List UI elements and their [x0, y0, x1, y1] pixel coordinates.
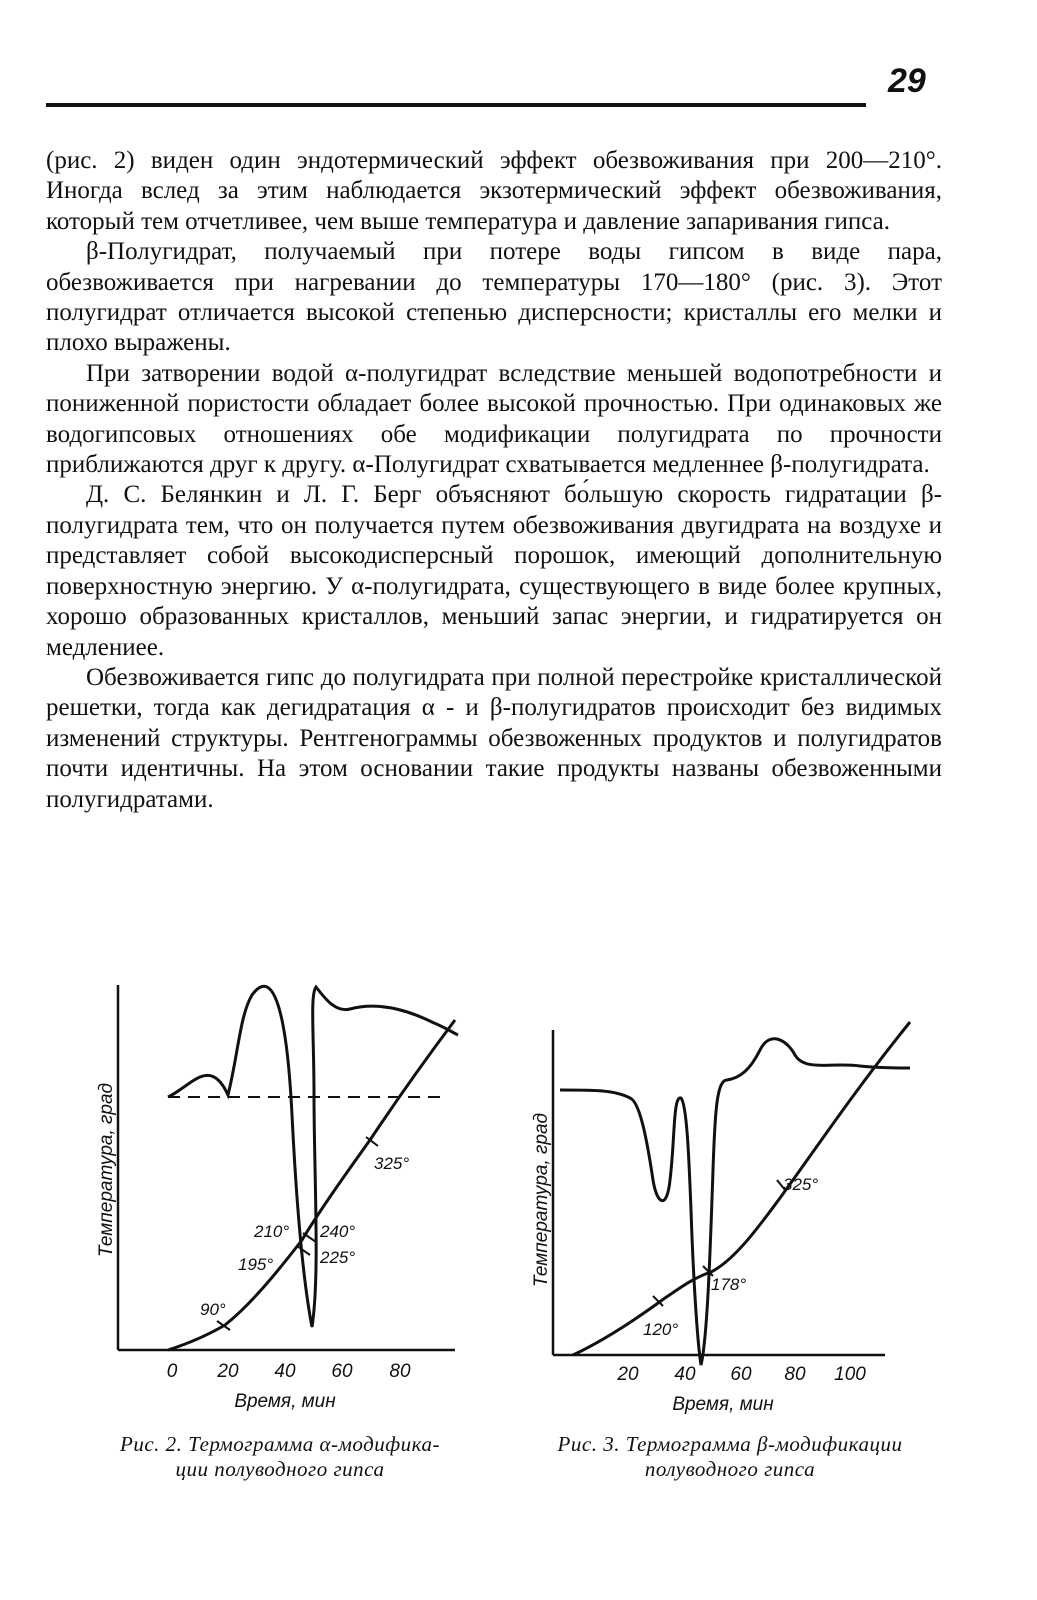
paragraph-4: Д. С. Белянкин и Л. Г. Берг объясняют бо́льшую скорость гидратации β-полугидрата тем, что он получается путем обезвоживания двугидрата на воздухе и представляет собой высокодисперсный порошок, имеющий дополнительную поверхностную энергию. У α-полугидрата, существующего в виде более крупных, хорошо образованных кристаллов, меньший запас энергии, и гидратируется он медлениее.: [46, 481, 942, 661]
fig2-label-210: 210°: [254, 1222, 290, 1241]
fig2-dta-curve: [168, 986, 458, 1327]
figure-2-caption-line-1: Рис. 2. Термограмма α-модифика-: [120, 1432, 440, 1456]
fig2-ylabel: Температура, град: [96, 1082, 117, 1258]
fig2-label-325: 325°: [374, 1154, 410, 1173]
fig3-xtick-40: 40: [674, 1364, 696, 1385]
fig2-xtick-40: 40: [274, 1361, 296, 1382]
fig3-xtick-100: 100: [834, 1364, 866, 1385]
fig2-label-195: 195°: [238, 1255, 274, 1274]
fig2-xtick-60: 60: [331, 1361, 353, 1382]
fig2-xtick-20: 20: [217, 1361, 239, 1382]
fig3-xtick-80: 80: [784, 1364, 806, 1385]
paragraph-2: β-Полугидрат, получаемый при потере воды гипсом в виде пара, обезвоживается при нагревании до температуры 170—180° (рис. 3). Этот полугидрат отличается высокой степенью дисперсности; кристаллы его мелки и плохо выражены.: [46, 238, 942, 357]
paragraph-3: При затворении водой α-полугидрат вследствие меньшей водопотребности и пониженной пористости обладает более высокой прочностью. При одинаковых же водогипсовых отношениях обе модификации полугидрата по прочности приближаются друг к другу. α-Полугидрат схватывается медленнее β-полугидрата.: [46, 359, 942, 479]
figure-3-caption-line-2: полуводного гипса: [644, 1457, 816, 1481]
fig2-xlabel: Время, мин: [234, 1391, 336, 1412]
paragraph-5: Обезвоживается гипс до полугидрата при полной перестройке кристаллической решетки, тогда как дегидратация α - и β-полугидратов происходит без видимых изменений структуры. Рентгенограммы обезвоженных продуктов и полугидратов почти идентичны. На этом основании такие продукты названы обезвоженными полугидратами.: [46, 663, 942, 813]
fig2-xtick-80: 80: [389, 1361, 411, 1382]
fig3-dta-curve: [560, 1039, 910, 1365]
figure-2-caption-line-2: ции полуводного гипса: [175, 1457, 385, 1481]
fig2-label-90: 90°: [200, 1300, 226, 1319]
figure-3-caption: [505, 1432, 955, 1482]
fig3-xlabel: Время, мин: [672, 1394, 774, 1415]
paragraph-1: (рис. 2) виден один эндотермический эффект обезвоживания при 200—210°. Иногда вслед за этим наблюдается экзотермический эффект обезвоживания, который тем отчетливее, чем выше температура и давление запаривания гипса.: [46, 147, 942, 235]
fig3-label-120: 120°: [643, 1320, 679, 1339]
figure-2-caption: [60, 1432, 500, 1482]
fig3-xtick-20: 20: [617, 1364, 639, 1385]
fig3-label-325: 325°: [783, 1175, 819, 1194]
fig2-xtick-0: 0: [166, 1361, 178, 1382]
figure-3-caption-line-1: Рис. 3. Термограмма β-модификации: [557, 1432, 903, 1456]
fig3-label-178: 178°: [711, 1275, 747, 1294]
body-text: [46, 146, 942, 815]
fig2-label-225: 225°: [320, 1248, 356, 1267]
header-rule: [46, 103, 866, 107]
fig3-temperature-curve: [573, 1022, 910, 1355]
figure-2-thermogram: [80, 975, 480, 1415]
fig2-label-240: 240°: [320, 1222, 356, 1241]
fig3-xtick-60: 60: [730, 1364, 752, 1385]
fig3-ylabel: Температура, град: [531, 1112, 552, 1288]
figure-3-thermogram: [515, 1010, 935, 1415]
page-number: 29: [888, 62, 926, 100]
